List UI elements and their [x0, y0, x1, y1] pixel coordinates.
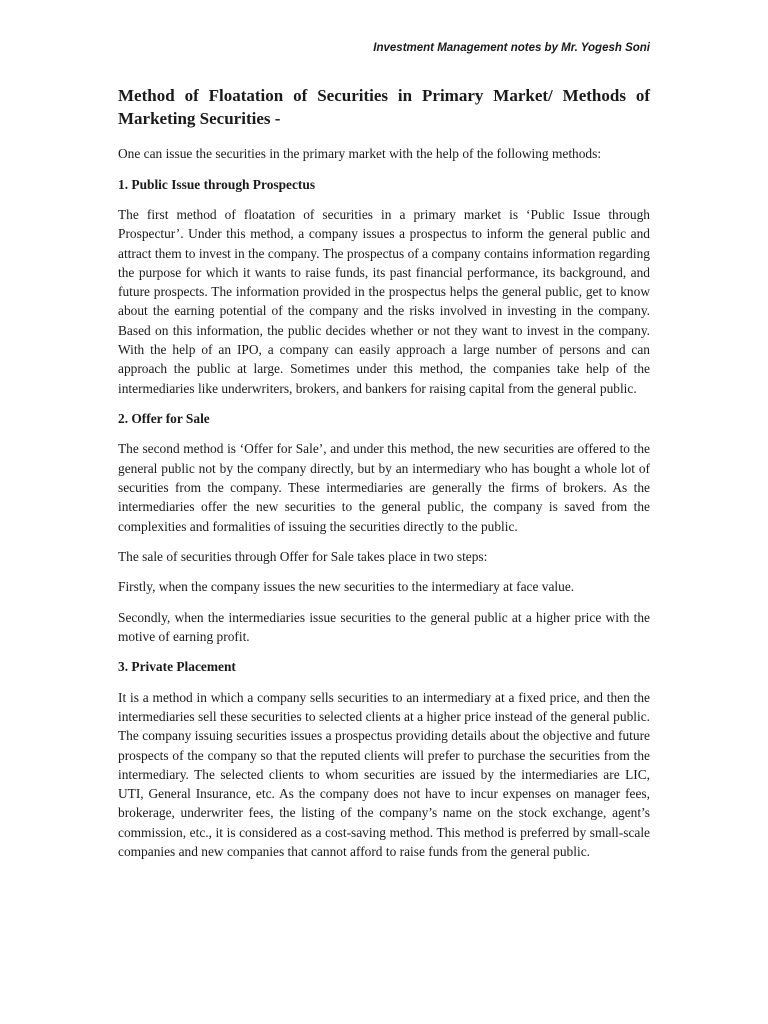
page-title: Method of Floatation of Securities in Primary Market/ Methods of Marketing Securities -: [118, 86, 650, 128]
intro-paragraph: One can issue the securities in the primary market with the help of the following methods:: [118, 146, 602, 161]
paragraph-offer-for-sale-step-1: Firstly, when the company issues the new securities to the intermediary at face value.: [118, 579, 575, 595]
paragraph-public-issue: The first method of floatation of securities in a primary market is ‘Public Issue through Prospectur’. Under this method, a company issues a prospectus to inform the general public and attract them to invest in the company. The prospectus of a company contains information regarding the purpose for which it wants to raise funds, its past financial performance, its background, and future prospects. The information provided in the prospectus helps the general public, get to know about the earning potential of the company and the risks involved in investing in the company. Based on this information, the public decides whether or not they want to invest in the company. With the help of an IPO, a company can easily approach a large number of persons and can approach the public at large. Sometimes under this method, the companies take help of the intermediaries like underwriters, brokers, and bankers for raising capital from the general public.: [118, 207, 650, 396]
document-body: [118, 84, 650, 872]
section-heading-offer-for-sale: 2. Offer for Sale: [118, 410, 210, 426]
running-header: Investment Management notes by Mr. Yogesh Soni: [373, 42, 650, 54]
paragraph-offer-for-sale-steps: The sale of securities through Offer for Sale takes place in two steps:: [118, 548, 488, 564]
section-heading-private-placement: 3. Private Placement: [118, 659, 236, 675]
paragraph-offer-for-sale: The second method is ‘Offer for Sale’, and under this method, the new securities are offered to the general public not by the company directly, but by an intermediary who has bought a whole lot of securities from the company. These intermediaries are generally the firms of brokers. As the intermediaries offer the new securities to the general public, the company is saved from the complexities and formalities of issuing the securities directly to the public.: [118, 441, 650, 534]
section-heading-public-issue: 1. Public Issue through Prospectus: [118, 176, 316, 192]
paragraph-offer-for-sale-step-2: Secondly, when the intermediaries issue securities to the general public at a higher price with the motive of earning profit.: [118, 609, 650, 644]
paragraph-private-placement: It is a method in which a company sells securities to an intermediary at a fixed price, and then the intermediaries sell these securities to selected clients at a higher price instead of the general public. The company issuing securities issues a prospectus providing details about the objective and future prospects of the company so that the reputed clients will prefer to purchase the securities from the intermediary. The selected clients to whom securities are issued by the intermediaries are LIC, UTI, General Insurance, etc. As the company does not have to incur expenses on manager fees, brokerage, underwriter fees, the listing of the company’s name on the stock exchange, agent’s commission, etc., it is considered as a cost-saving method. This method is preferred by small-scale companies and new companies that cannot afford to raise funds from the general public.: [118, 689, 650, 860]
